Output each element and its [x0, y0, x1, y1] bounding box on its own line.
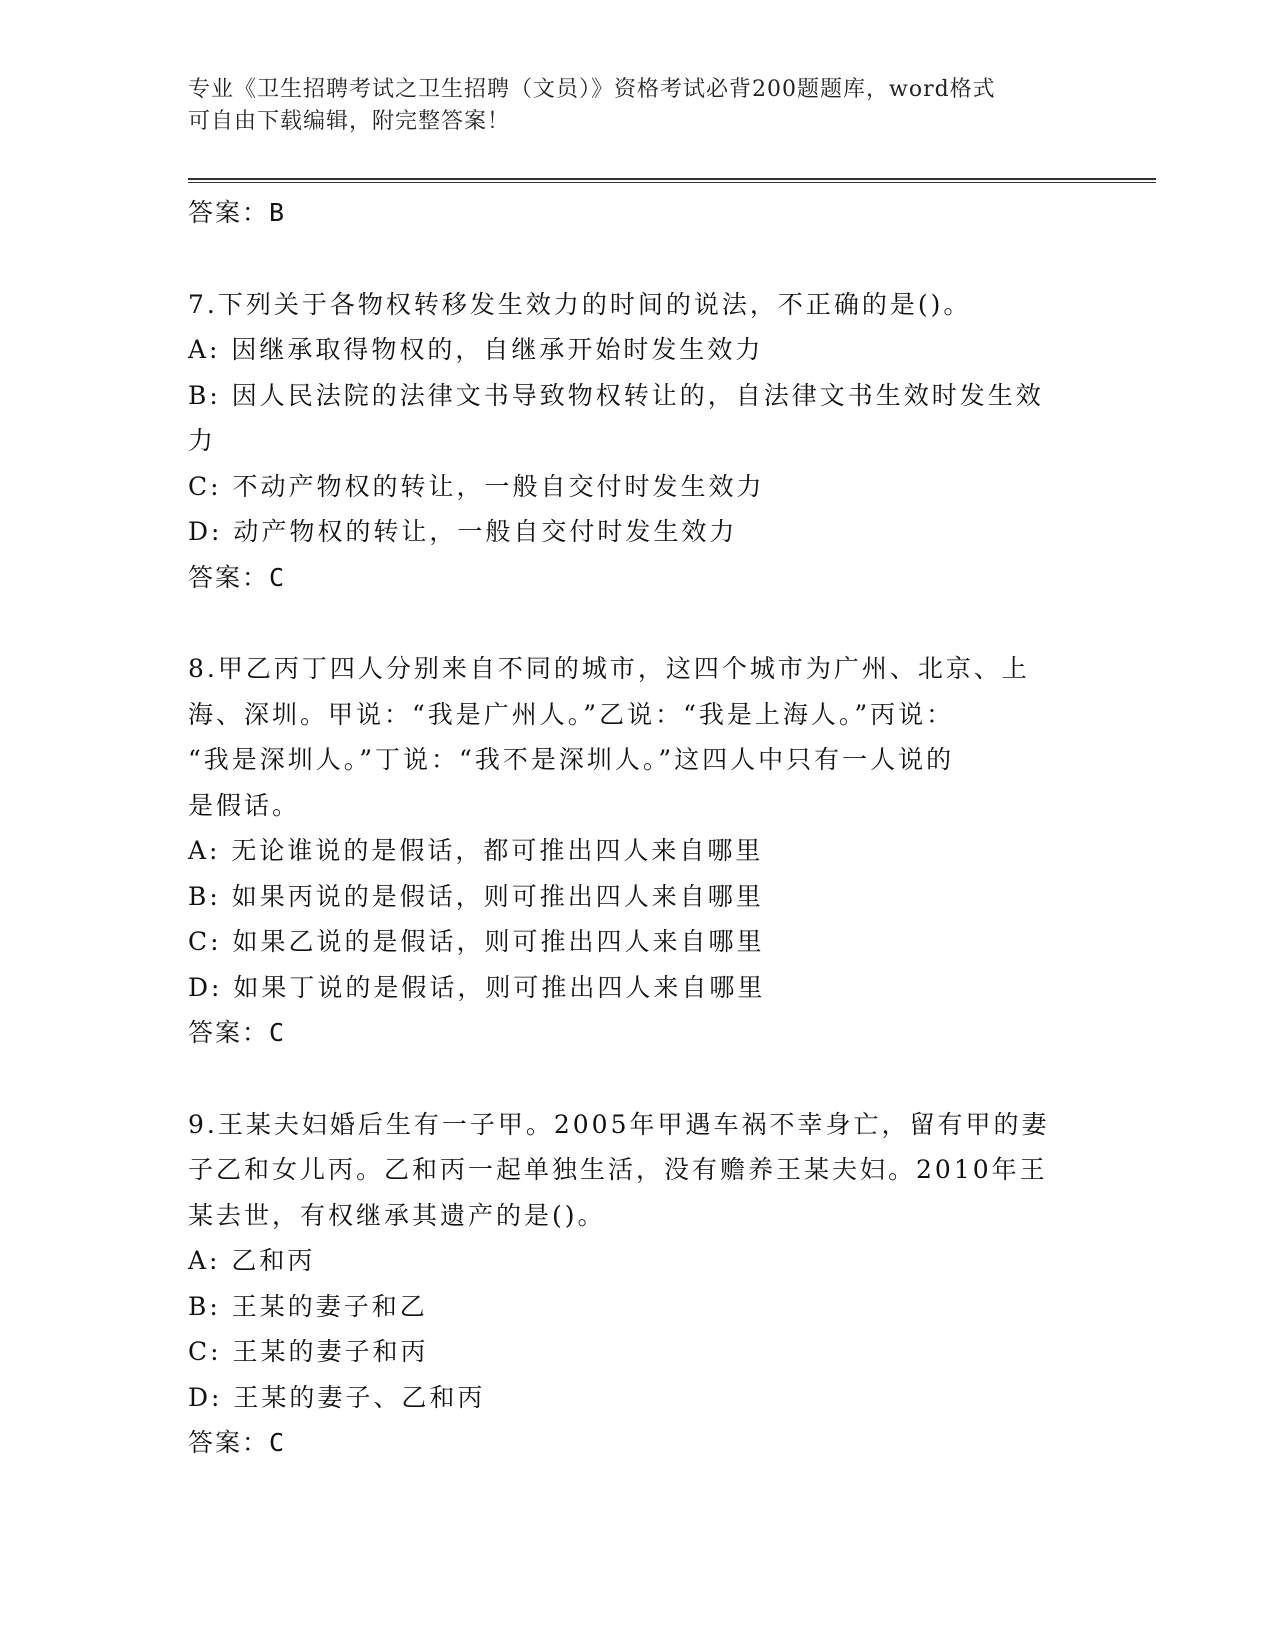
option-b-continued: 力 — [188, 426, 217, 455]
question-content — [188, 190, 1088, 1466]
answer-line — [188, 190, 1088, 236]
answer-value: C — [269, 1018, 287, 1047]
header-divider — [188, 178, 1156, 180]
answer-line — [188, 1010, 1088, 1056]
question-stem: 海、深圳。甲说：“我是广州人。”乙说：“我是上海人。”丙说： — [188, 699, 955, 729]
question-stem: 某去世，有权继承其遗产的是()。 — [188, 1200, 606, 1230]
question-stem: “我是深圳人。”丁说：“我不是深圳人。”这四人中只有一人说的 — [188, 745, 955, 774]
option-b: B: 王某的妻子和乙 — [188, 1291, 428, 1321]
option-a: A: 乙和丙 — [188, 1246, 316, 1275]
answer-value: B — [269, 198, 287, 227]
option-d: D: 如果丁说的是假话，则可推出四人来自哪里 — [188, 972, 766, 1002]
question-stem: 7.下列关于各物权转移发生效力的时间的说法，不正确的是()。 — [188, 289, 972, 319]
option-a: A: 无论谁说的是假话，都可推出四人来自哪里 — [188, 836, 764, 865]
question-stem: 是假话。 — [188, 790, 301, 820]
question-stem: 8.甲乙丙丁四人分别来自不同的城市，这四个城市为广州、北京、上 — [188, 654, 1030, 683]
answer-label: 答案： — [188, 1018, 270, 1047]
option-d: D: 王某的妻子、乙和丙 — [188, 1382, 486, 1412]
option-a: A: 因继承取得物权的，自继承开始时发生效力 — [188, 335, 764, 364]
answer-line — [188, 555, 1088, 601]
answer-label: 答案： — [188, 562, 270, 592]
option-c: C: 王某的妻子和丙 — [188, 1337, 429, 1366]
answer-label: 答案： — [188, 1428, 270, 1457]
option-b: B: 因人民法院的法律文书导致物权转让的，自法律文书生效时发生效 — [188, 380, 1044, 410]
question-stem: 子乙和女儿丙。乙和丙一起单独生活，没有赡养王某夫妇。2010年王 — [188, 1155, 1048, 1184]
question-9 — [188, 1102, 1088, 1466]
answer-line — [188, 1420, 1088, 1466]
question-stem: 9.王某夫妇婚后生有一子甲。2005年甲遇车祸不幸身亡，留有甲的妻 — [188, 1109, 1050, 1139]
option-c: C: 不动产物权的转让，一般自交付时发生效力 — [188, 471, 765, 501]
page-header — [188, 74, 1088, 138]
answer-label: 答案： — [188, 198, 270, 227]
header-line-1: 专业《卫生招聘考试之卫生招聘（文员）》资格考试必背200题题库，word格式 — [188, 77, 996, 102]
answer-value: C — [269, 1428, 287, 1457]
option-d: D: 动产物权的转让，一般自交付时发生效力 — [188, 517, 738, 546]
question-7 — [188, 282, 1088, 601]
option-b: B: 如果丙说的是假话，则可推出四人来自哪里 — [188, 881, 764, 911]
question-8 — [188, 646, 1088, 1056]
header-line-2: 可自由下载编辑，附完整答案！ — [188, 109, 511, 134]
option-c: C: 如果乙说的是假话，则可推出四人来自哪里 — [188, 927, 765, 956]
answer-value: C — [269, 562, 287, 592]
